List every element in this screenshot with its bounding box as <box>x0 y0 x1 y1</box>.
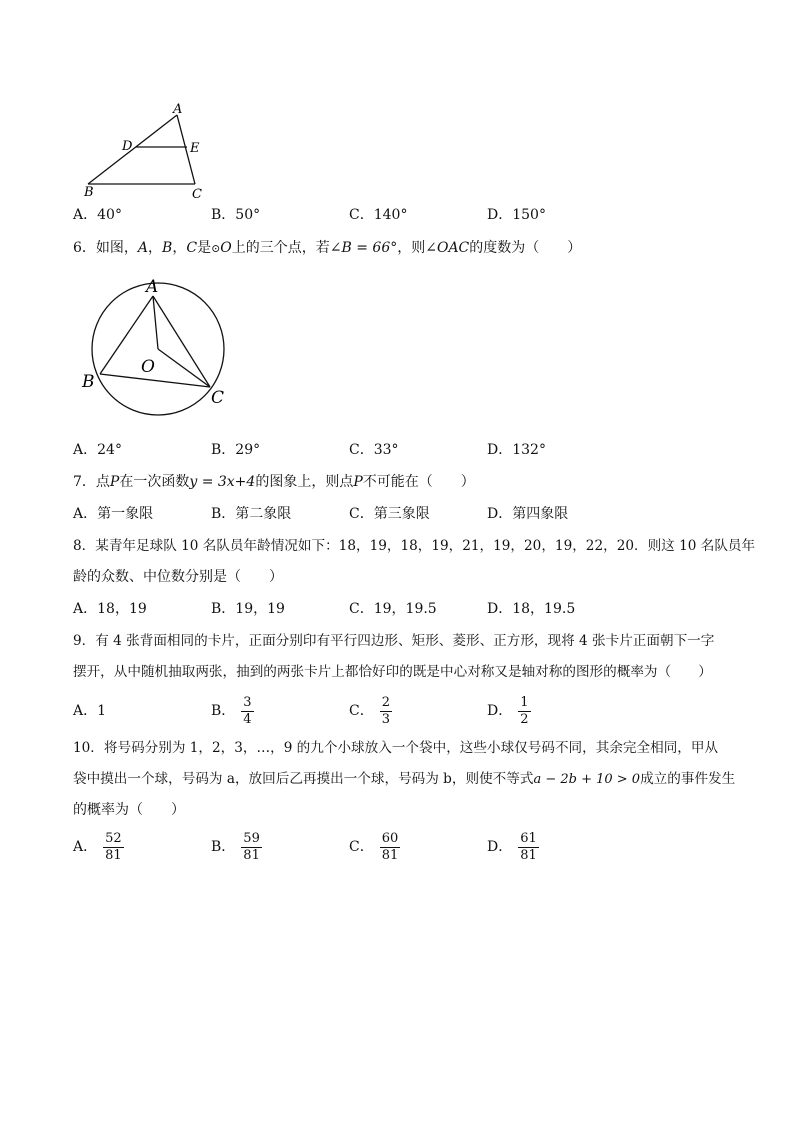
q9-option-a[interactable]: A． 1 <box>73 703 107 719</box>
q10-stem-line-2: 袋中摸出一个球，号码为 a，放回后乙再摸出一个球，号码为 b，则使不等式a − 2b + 10 > 0成立的事件发生 <box>73 771 736 787</box>
q8-option-c[interactable]: C．19，19.5 <box>349 601 437 617</box>
q10-option-a[interactable]: A． $\frac{52}{81}$ <box>73 830 122 863</box>
q10-stem-line-3: 的概率为（ ） <box>73 802 185 818</box>
q10-stem-line-1: 10．将号码分别为 1，2，3，…，9 的九个小球放入一个袋中，这些小球仅号码不同，其余完全相同，甲从 <box>73 740 719 756</box>
q8-option-d[interactable]: D．18，19.5 <box>487 601 576 617</box>
q6-stem: 6．如图，A，B，C是⊙O上的三个点，若∠B = 66°，则∠OAC的度数为（ ） <box>73 240 582 256</box>
q6-target: ∠OAC <box>425 240 470 256</box>
q8-option-a[interactable]: A．18，19 <box>73 601 147 617</box>
side-ab <box>88 115 177 184</box>
q8-stem-line-1: 8．某青年足球队 10 名队员年龄情况如下：18，19，18，19，21，19，20，19，22，20．则这 10 名队员年 <box>73 538 756 554</box>
q9-option-b[interactable]: B． $\frac{3}{4}$ <box>211 694 252 727</box>
triangle-figure <box>80 100 220 200</box>
label-e: E <box>190 141 200 156</box>
q9-option-c[interactable]: C． $\frac{2}{3}$ <box>349 694 390 727</box>
label-b: B <box>82 372 95 392</box>
q9-option-d[interactable]: D． $\frac{1}{2}$ <box>487 694 529 727</box>
label-c: C <box>211 388 225 408</box>
q10-option-c[interactable]: C． $\frac{60}{81}$ <box>349 830 399 863</box>
q7-option-a[interactable]: A．第一象限 <box>73 506 154 522</box>
q7-function: y = 3x+4 <box>189 474 256 490</box>
q9-stem-line-1: 9．有 4 张背面相同的卡片，正面分别印有平行四边形、矩形、菱形、正方形，现将 4 张卡片正面朝下一字 <box>73 633 715 649</box>
q5-option-a[interactable]: A．40° <box>73 207 122 223</box>
q7-option-c[interactable]: C．第三象限 <box>349 506 430 522</box>
q10-option-d[interactable]: D． $\frac{61}{81}$ <box>487 830 537 863</box>
q7-option-d[interactable]: D．第四象限 <box>487 506 569 522</box>
q9-stem-line-2: 摆开，从中随机抽取两张，抽到的两张卡片上都恰好印的既是中心对称又是轴对称的图形的概率为（ ） <box>73 664 712 680</box>
label-b: B <box>84 185 94 200</box>
q5-option-c[interactable]: C．140° <box>349 207 408 223</box>
fraction: $\frac{59}{81}$ <box>243 830 260 863</box>
circle-symbol: ⊙ <box>211 242 221 255</box>
q6-option-a[interactable]: A．24° <box>73 442 122 458</box>
q6-option-d[interactable]: D．132° <box>487 442 546 458</box>
fraction: $\frac{2}{3}$ <box>381 694 390 727</box>
q6-option-b[interactable]: B．29° <box>211 442 261 458</box>
fraction: $\frac{3}{4}$ <box>243 694 252 727</box>
fraction: $\frac{1}{2}$ <box>520 694 529 727</box>
q10-inequality: a − 2b + 10 > 0 <box>533 772 641 787</box>
chord-ac <box>153 296 210 387</box>
fraction: $\frac{52}{81}$ <box>105 830 122 863</box>
q6-condition: ∠B = 66° <box>329 240 398 256</box>
q7-stem: 7．点P在一次函数y = 3x+4的图象上，则点P不可能在（ ） <box>73 474 475 490</box>
label-o: O <box>141 357 155 377</box>
q5-option-d[interactable]: D．150° <box>487 207 546 223</box>
circle-figure <box>80 270 240 430</box>
q5-option-b[interactable]: B．50° <box>211 207 261 223</box>
q7-option-b[interactable]: B．第二象限 <box>211 506 292 522</box>
q10-option-b[interactable]: B． $\frac{59}{81}$ <box>211 830 260 863</box>
label-c: C <box>192 187 202 202</box>
q8-stem-line-2: 龄的众数、中位数分别是（ ） <box>73 569 283 585</box>
label-a: A <box>146 277 159 297</box>
label-a: A <box>173 102 183 117</box>
q6-option-c[interactable]: C．33° <box>349 442 399 458</box>
label-d: D <box>122 139 133 154</box>
fraction: $\frac{61}{81}$ <box>520 830 537 863</box>
fraction: $\frac{60}{81}$ <box>381 830 399 863</box>
q8-option-b[interactable]: B．19，19 <box>211 601 285 617</box>
chord-bc <box>100 374 210 387</box>
